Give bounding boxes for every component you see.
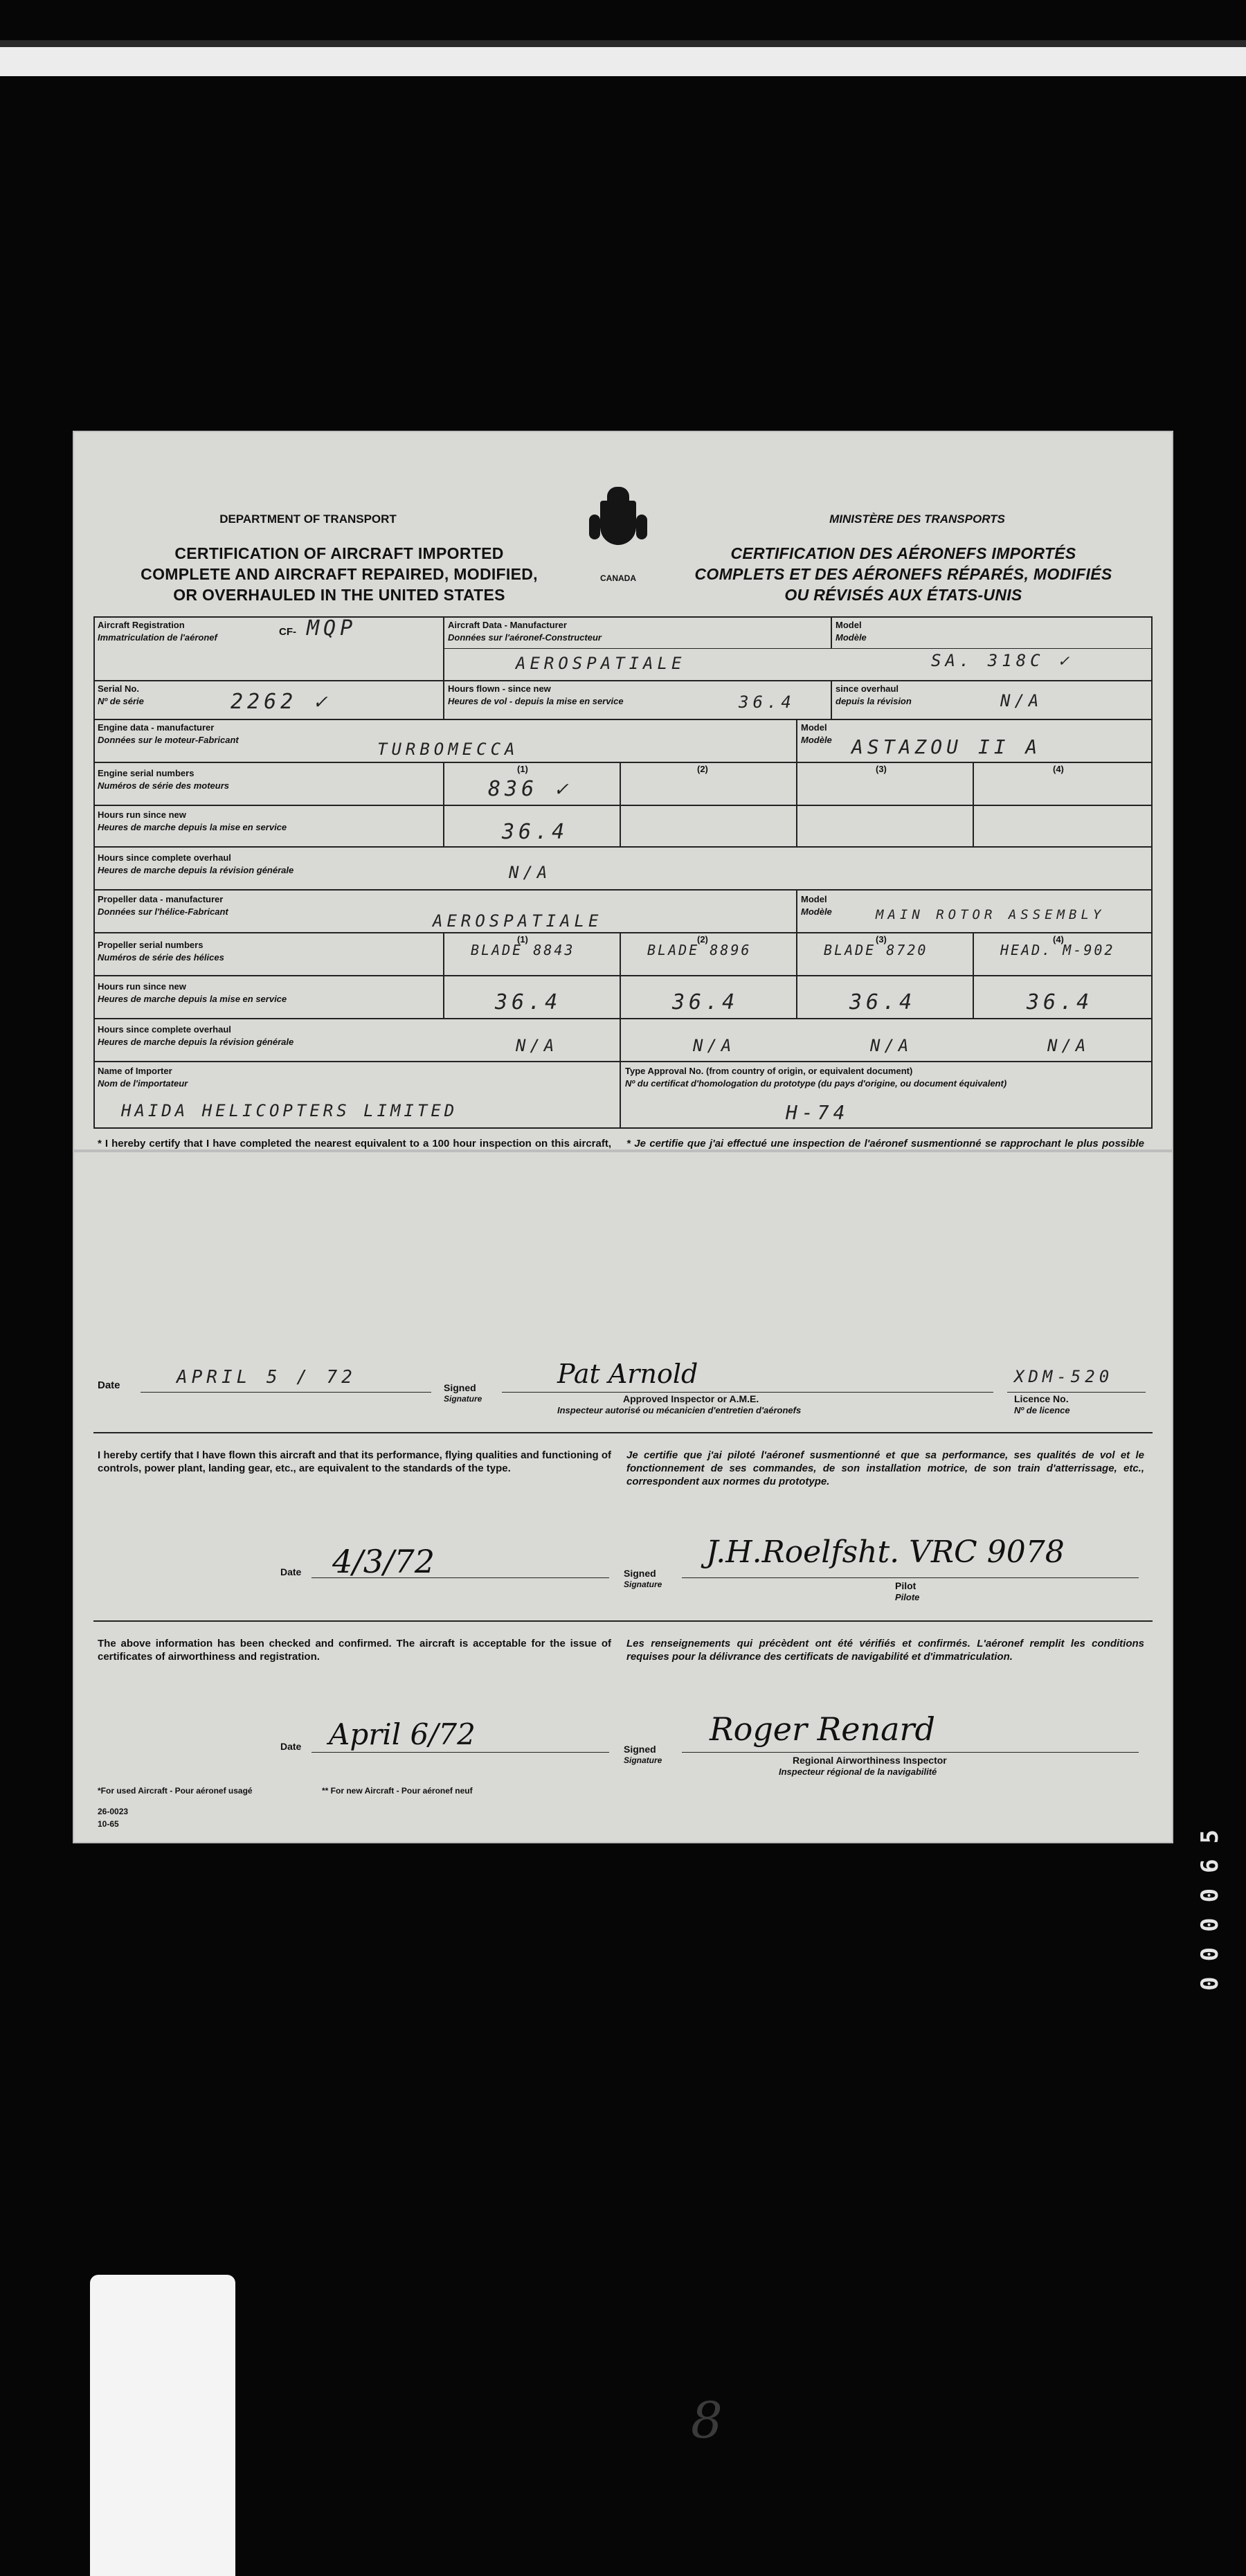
cert2-signature-value: J.H.Roelfsht. VRC 9078 [706,1535,1065,1570]
film-leader-strip [90,2275,235,2576]
cert3-date-value: April 6/72 [329,1717,476,1751]
since-overhaul-label-en: since overhaul [836,683,899,694]
engine-hours-label-en: Hours run since new [98,810,186,820]
cert1-text-en: * I hereby certify that I have completed the nearest equivalent to a 100 hour inspection on this aircraft, [98,1138,611,1150]
engine-model-label-en: Model [801,722,827,733]
propeller-overhaul-label-fr: Heures de marche depuis la révision générale [98,1037,294,1047]
dept-en: DEPARTMENT OF TRANSPORT [219,512,397,526]
prop-column-1-label: (1) [517,934,528,945]
propeller-hours-3: 36.4 [849,990,917,1014]
cert3-text-en: The above information has been checked and confirmed. The aircraft is acceptable for the issue of certificates of airworthiness and registration. [98,1638,611,1663]
cert1-text-fr: * Je certifie que j'ai effectué une inspection de l'aéronef susmentionné se rapprochant le plus possible [626,1138,1144,1150]
cert1-signed-label: Signed [444,1382,476,1393]
engine-serial-1: 836 ✓ [488,777,572,801]
form-number: 26-0023 [98,1807,129,1816]
cert3-signature-value: Roger Renard [710,1710,935,1748]
cert3-inspector-en: Regional Airworthiness Inspector [793,1755,947,1766]
propeller-serial-3: BLADE 8720 [824,942,928,958]
footer-used-aircraft: *For used Aircraft - Pour aéronef usagé [98,1786,253,1796]
model-value: SA. 318C ✓ [931,651,1073,670]
engine-model-value: ASTAZOU II A [851,735,1042,758]
since-overhaul-value: N/A [1000,691,1043,710]
propeller-hours-4: 36.4 [1027,990,1094,1014]
propeller-model-label-fr: Modèle [801,906,832,917]
frame-number: 000065 [1196,1814,1224,1991]
engine-hours-1: 36.4 [502,820,569,844]
engine-overhaul-label-en: Hours since complete overhaul [98,852,231,863]
engine-model-label-fr: Modèle [801,735,832,745]
importer-value: HAIDA HELICOPTERS LIMITED [121,1101,458,1120]
certification-form-lower [73,1151,1173,1843]
cert2-pilot-fr: Pilote [895,1592,920,1602]
cert2-date-label: Date [280,1566,302,1577]
cert2-text-en: I hereby certify that I have flown this aircraft and that its performance, flying qualities and functioning of controls, power plant, landing gear, etc., are equivalent to the standards of the type. [98,1449,611,1474]
cert2-date-value: 4/3/72 [332,1543,435,1580]
propeller-overhaul-label-en: Hours since complete overhaul [98,1024,231,1035]
column-1-label: (1) [517,764,528,774]
engine-serial-label-fr: Numéros de série des moteurs [98,780,230,791]
model-label-fr: Modèle [836,632,867,643]
cert2-pilot-en: Pilot [895,1580,917,1591]
propeller-overhaul-2: N/A [693,1036,736,1055]
title-fr: CERTIFICATION DES AÉRONEFS IMPORTÉS COMPLETS ET DES AÉRONEFS RÉPARÉS, MODIFIÉS OU RÉVISÉS AUX ÉTATS-UNIS [694,544,1112,604]
cert1-signature-value: Pat Arnold [557,1359,698,1389]
cert3-date-label: Date [280,1741,302,1752]
cert3-inspector-fr: Inspecteur régional de la navigabilité [779,1766,937,1777]
registration-label-fr: Immatriculation de l'aéronef [98,632,217,643]
cert2-text-fr: Je certifie que j'ai piloté l'aéronef susmentionné et que sa performance, ses qualités de vol et le fonctionnement de ses commandes, de son installation motrice, de son train d'atterrissage, etc., correspondent aux normes du prototype. [626,1449,1144,1487]
propeller-value: AEROSPATIALE [433,911,603,931]
serial-label-en: Serial No. [98,683,139,694]
registration-label-en: Aircraft Registration [98,620,185,630]
film-top-border [0,47,1246,76]
type-approval-value: H-74 [786,1101,849,1124]
cert1-inspector-fr: Inspecteur autorisé ou mécanicien d'entretien d'aéronefs [557,1405,802,1415]
registration-prefix: CF- [279,626,296,638]
column-4-label: (4) [1053,764,1064,774]
importer-label-en: Name of Importer [98,1066,172,1076]
certification-form [73,431,1173,1151]
cert2-signed-label: Signed [624,1568,656,1579]
cert1-inspector-en: Approved Inspector or A.M.E. [623,1393,759,1404]
manufacturer-label-en: Aircraft Data - Manufacturer [448,620,567,630]
prop-column-4-label: (4) [1053,934,1064,945]
propeller-label-en: Propeller data - manufacturer [98,894,224,904]
hours-flown-label-fr: Heures de vol - depuis la mise en service [448,696,624,706]
prop-column-2-label: (2) [697,934,708,945]
cert3-text-fr: Les renseignements qui précèdent ont été vérifiés et confirmés. L'aéronef remplit les conditions requises pour la délivrance des certificats de navigabilité et d'immatriculation. [626,1638,1144,1663]
importer-label-fr: Nom de l'importateur [98,1078,188,1089]
hours-flown-value: 36.4 [739,692,795,712]
svg-text:8: 8 [691,2391,723,2449]
engine-overhaul-label-fr: Heures de marche depuis la révision générale [98,865,294,875]
propeller-hours-label-en: Hours run since new [98,981,186,992]
pencil-mark-icon [685,2388,734,2450]
cert3-signature-label: Signature [624,1755,662,1765]
propeller-model-value: MAIN ROTOR ASSEMBLY [876,907,1105,922]
cert1-date-label: Date [98,1379,120,1391]
hours-flown-label-en: Hours flown - since new [448,683,551,694]
propeller-serial-4: HEAD. M-902 [1000,942,1115,958]
propeller-overhaul-4: N/A [1047,1036,1090,1055]
type-approval-label-fr: Nº du certificat d'homologation du prototype (du pays d'origine, ou document équivalent) [625,1078,1007,1089]
serial-label-fr: Nº de série [98,696,144,706]
cert2-signature-label: Signature [624,1580,662,1589]
propeller-model-label-en: Model [801,894,827,904]
propeller-overhaul-3: N/A [870,1036,913,1055]
form-date: 10-65 [98,1819,119,1829]
propeller-label-fr: Données sur l'hélice-Fabricant [98,906,228,917]
type-approval-label-en: Type Approval No. (from country of origin, or equivalent document) [625,1066,913,1076]
propeller-serial-2: BLADE 8896 [647,942,752,958]
propeller-hours-1: 36.4 [495,990,562,1014]
prop-column-3-label: (3) [876,934,887,945]
propeller-hours-2: 36.4 [672,990,739,1014]
column-2-label: (2) [697,764,708,774]
registration-value: MQP [307,616,357,641]
canada-label: CANADA [600,573,636,583]
title-en: CERTIFICATION OF AIRCRAFT IMPORTED COMPLETE AND AIRCRAFT REPAIRED, MODIFIED, OR OVERHAULED IN THE UNITED STATES [141,544,538,604]
cert1-licence-label-en: Licence No. [1014,1393,1069,1404]
engine-hours-label-fr: Heures de marche depuis la mise en service [98,822,287,832]
cert1-licence-value: XDM-520 [1014,1367,1114,1386]
engine-overhaul-1: N/A [509,863,552,882]
model-label-en: Model [836,620,862,630]
dept-fr: MINISTÈRE DES TRANSPORTS [829,512,1005,526]
engine-value: TURBOMECCA [377,740,519,759]
propeller-overhaul-1: N/A [516,1036,559,1055]
engine-label-fr: Données sur le moteur-Fabricant [98,735,239,745]
propeller-serial-label-en: Propeller serial numbers [98,940,204,950]
coat-of-arms-icon [586,483,650,559]
footer-new-aircraft: ** For new Aircraft - Pour aéronef neuf [322,1786,473,1796]
cert1-date-value: APRIL 5 / 72 [177,1367,356,1388]
cert1-licence-label-fr: Nº de licence [1014,1405,1070,1415]
propeller-serial-label-fr: Numéros de série des hélices [98,952,224,963]
column-3-label: (3) [876,764,887,774]
manufacturer-label-fr: Données sur l'aéronef-Constructeur [448,632,602,643]
cert1-signature-label: Signature [444,1394,482,1404]
since-overhaul-label-fr: depuis la révision [836,696,912,706]
manufacturer-value: AEROSPATIALE [516,654,686,673]
propeller-hours-label-fr: Heures de marche depuis la mise en service [98,994,287,1004]
propeller-serial-1: BLADE 8843 [471,942,575,958]
cert3-signed-label: Signed [624,1744,656,1755]
engine-serial-label-en: Engine serial numbers [98,768,195,778]
serial-value: 2262 ✓ [231,690,331,714]
engine-label-en: Engine data - manufacturer [98,722,215,733]
